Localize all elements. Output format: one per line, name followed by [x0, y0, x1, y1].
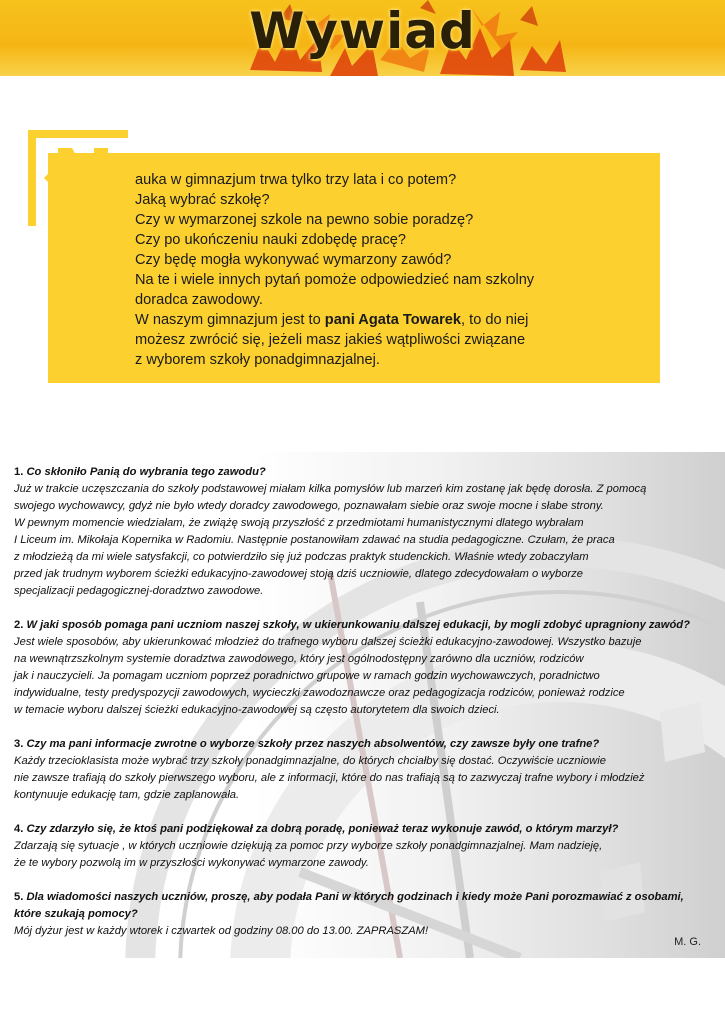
answer-line: przed jak trudnym wyborem ścieżki edukacyjno-zawodowej stoją dziś uczniowie, dlatego zdecydowałam o wyborze	[14, 568, 583, 580]
intro-counselor-line	[135, 310, 605, 330]
intro-line: z wyborem szkoły ponadgimnazjalnej.	[135, 352, 380, 368]
question	[14, 617, 719, 634]
header-banner	[0, 0, 725, 76]
intro-line: Czy w wymarzonej szkole na pewno sobie poradzę?	[135, 212, 474, 228]
question-text: Dla wiadomości naszych uczniów, proszę, aby podała Pani w których godzinach i kiedy może Pani porozmawiać z osobami,	[26, 891, 684, 903]
answer-line: Każdy trzecioklasista może wybrać trzy szkoły ponadgimnazjalne, do których chciałby się dostać. Oczywiście uczniowie	[14, 755, 606, 767]
intro-line: auka w gimnazjum trwa tylko trzy lata i co potem?	[135, 172, 457, 188]
question-number: 4.	[14, 823, 24, 835]
answer-line: Jest wiele sposobów, aby ukierunkować młodzież do trafnego wyboru dalszej ścieżki edukacyjno-zawodowej. Wszystko bazuje	[14, 636, 642, 648]
answer-line: Zdarzają się sytuacje , w których uczniowie dziękują za pomoc przy wyborze szkoły ponadgimnazjalnej. Mam nadzieję,	[14, 840, 603, 852]
interview-text	[14, 464, 719, 940]
counselor-name: pani Agata Towarek	[324, 312, 462, 328]
answer-line: Już w trakcie uczęszczania do szkoły podstawowej miałam kilka pomysłów lub marzeń kim zostanę jak będę dorosła. Z pomocą	[14, 483, 647, 495]
author-signature: M. G.	[674, 936, 701, 948]
intro-line: doradca zawodowy.	[135, 292, 263, 308]
intro-line: Jaką wybrać szkołę?	[135, 192, 270, 208]
answer-line: że te wybory pozwolą im w przyszłości wykonywać wymarzone zawody.	[14, 857, 369, 869]
question-number: 1.	[14, 466, 24, 478]
intro-line: Czy po ukończeniu nauki zdobędę pracę?	[135, 232, 406, 248]
question-text: Czy ma pani informacje zwrotne o wyborze szkoły przez naszych absolwentów, czy zawsze były one trafne?	[26, 738, 600, 750]
question-number: 3.	[14, 738, 24, 750]
counselor-pre: W naszym gimnazjum jest to	[135, 312, 325, 328]
page-title: Wywiad	[249, 2, 476, 60]
question-continuation: które szukają pomocy?	[14, 908, 138, 920]
answer-line: indywidualne, testy predyspozycji zawodowych, wycieczki zawodoznawcze oraz pedagogizacja rodziców, ponieważ rodzice	[14, 687, 625, 699]
answer-line: na wewnątrzszkolnym systemie doradztwa zawodowego, który jest ogólnodostępny zarówno dla uczniów, rodziców	[14, 653, 584, 665]
counselor-post: , to do niej	[461, 312, 529, 328]
intro-line: Czy będę mogła wykonywać wymarzony zawód?	[135, 252, 452, 268]
answer-line: z młodzieżą da mi wiele satysfakcji, co potwierdziło się już podczas praktyk studenckich. Właśnie wtedy zobaczyłam	[14, 551, 589, 563]
intro-text	[135, 170, 605, 370]
interview-section	[0, 452, 725, 958]
question-number: 5.	[14, 891, 24, 903]
intro-line: możesz zwrócić się, jeżeli masz jakieś wątpliwości związane	[135, 332, 526, 348]
intro-line: Na te i wiele innych pytań pomoże odpowiedzieć nam szkolny	[135, 272, 535, 288]
answer-line: jak i nauczycieli. Ja pomagam uczniom poprzez poradnictwo grupowe w ramach godzin wychowawczych, poradnictwo	[14, 670, 600, 682]
question	[14, 464, 719, 481]
answer-line: I Liceum im. Mikołaja Kopernika w Radomiu. Następnie postanowiłam zdawać na studia pedagogiczne. Czułam, że praca	[14, 534, 615, 546]
question-number: 2.	[14, 619, 24, 631]
question-text: W jaki sposób pomaga pani uczniom naszej szkoły, w ukierunkowaniu dalszej edukacji, by mogli zdobyć upragniony zawód?	[26, 619, 690, 631]
answer-line: swojego wychowawcy, gdyż nie było wtedy doradcy zawodowego, poznawałam siebie oraz swoje mocne i słabe strony.	[14, 500, 604, 512]
question-text: Czy zdarzyło się, że ktoś pani podziękował za dobrą poradę, ponieważ teraz wykonuje zawód, o którym marzył?	[26, 823, 619, 835]
answer-line: kontynuuje edukację tam, gdzie zaplanowała.	[14, 789, 240, 801]
answer-line: nie zawsze trafiają do szkoły pierwszego wyboru, ale z informacji, które do nas trafiają są to zazwyczaj trafne wybory i młodzież	[14, 772, 645, 784]
question	[14, 889, 719, 906]
answer-line: specjalizacji pedagogicznej-doradztwo zawodowe.	[14, 585, 264, 597]
answer-line: w temacie wyboru dalszej ścieżki edukacyjno-zawodowej są często autorytetem dla swoich dzieci.	[14, 704, 500, 716]
question-text: Co skłoniło Panią do wybrania tego zawodu?	[26, 466, 266, 478]
question	[14, 821, 719, 838]
question	[14, 736, 719, 753]
answer-line: W pewnym momencie wiedziałam, że zwiążę swoją przyszłość z przedmiotami humanistycznymi dlatego wybrałam	[14, 517, 584, 529]
answer-line: Mój dyżur jest w każdy wtorek i czwartek od godziny 08.00 do 13.00. ZAPRASZAM!	[14, 925, 429, 937]
